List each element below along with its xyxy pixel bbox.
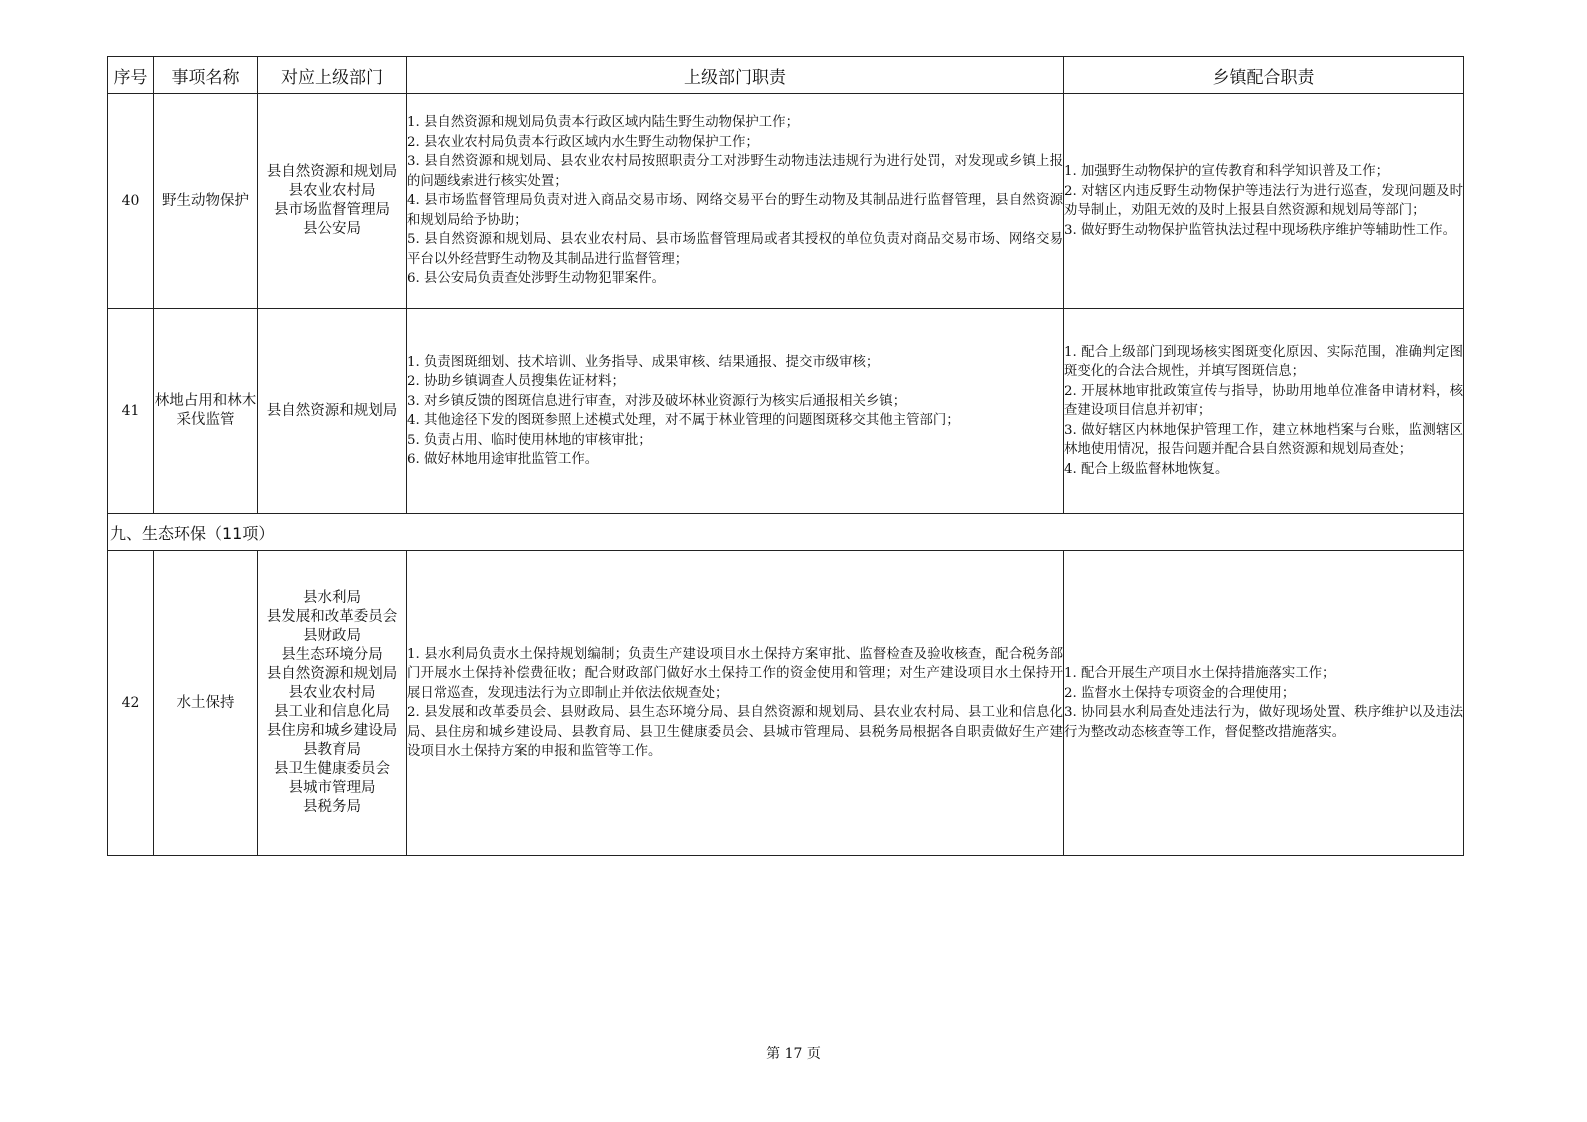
dept-line: 县水利局 — [303, 590, 361, 606]
duty-item: 4. 其他途径下发的图斑参照上述模式处理，对不属于林业管理的问题图斑移交其他主管部门； — [407, 413, 960, 428]
dept-line: 县自然资源和规划局 — [266, 164, 398, 180]
dept-line: 县市场监督管理局 — [274, 202, 390, 218]
duty-item: 3. 协同县水利局查处违法行为，做好现场处置、秩序维护以及违法行为整改动态核查等工作，督促整改措施落实。 — [1064, 705, 1463, 740]
header-no: 序号 — [108, 57, 154, 94]
duty-item: 3. 做好辖区内林地保护管理工作，建立林地档案与台账，监测辖区林地使用情况，报告问题并配合县自然资源和规划局查处； — [1064, 422, 1463, 458]
table-row — [108, 551, 1464, 856]
row-item-name: 水土保持 — [154, 551, 258, 856]
dept-line: 县自然资源和规划局 — [266, 666, 398, 682]
duties-table — [107, 56, 1464, 856]
duty-item: 1. 加强野生动物保护的宣传教育和科学知识普及工作； — [1064, 164, 1390, 179]
row-township-duties — [1064, 309, 1464, 514]
duty-item: 1. 负责图斑细划、技术培训、业务指导、成果审核、结果通报、提交市级审核； — [407, 354, 880, 370]
duty-item: 5. 负责占用、临时使用林地的审核审批； — [407, 432, 652, 448]
row-no: 42 — [108, 551, 154, 856]
row-township-duties — [1064, 94, 1464, 309]
duty-item: 3. 县自然资源和规划局、县农业农村局按照职责分工对涉野生动物违法违规行为进行处罚，对发现或乡镇上报的问题线索进行核实处置； — [407, 154, 1063, 189]
table-row — [108, 94, 1464, 309]
duty-item: 4. 县市场监督管理局负责对进入商品交易市场、网络交易平台的野生动物及其制品进行监督管理，县自然资源和规划局给予协助； — [407, 193, 1063, 228]
row-no: 40 — [108, 94, 154, 309]
duty-item: 1. 县水利局负责水土保持规划编制；负责生产建设项目水土保持方案审批、监督检查及验收核查，配合税务部门开展水土保持补偿费征收；配合财政部门做好水土保持工作的资金使用和管理；对生产建设项目水土保持开展日常巡查，发现违法行为立即制止并依法依规查处； — [407, 646, 1063, 701]
dept-line: 县城市管理局 — [288, 780, 376, 796]
row-item-name: 林地占用和林木采伐监管 — [154, 309, 258, 514]
row-superior-duties — [407, 94, 1064, 309]
header-superior-duties: 上级部门职责 — [407, 57, 1064, 94]
dept-line: 县发展和改革委员会 — [266, 609, 398, 625]
dept-line: 县财政局 — [303, 628, 361, 644]
duty-item: 2. 监督水土保持专项资金的合理使用； — [1064, 685, 1296, 701]
duty-item: 1. 配合开展生产项目水土保持措施落实工作； — [1064, 666, 1336, 681]
duty-item: 1. 县自然资源和规划局负责本行政区域内陆生野生动物保护工作； — [407, 115, 799, 131]
dept-line: 县卫生健康委员会 — [274, 761, 390, 777]
dept-line: 县工业和信息化局 — [274, 704, 390, 720]
row-superior-duties — [407, 309, 1064, 514]
duty-item: 4. 配合上级监督林地恢复。 — [1064, 461, 1229, 477]
row-no: 41 — [108, 309, 154, 514]
dept-line: 县税务局 — [303, 799, 361, 815]
page-number: 第 17 页 — [766, 1046, 821, 1062]
duty-item: 6. 县公安局负责查处涉野生动物犯罪案件。 — [407, 271, 666, 287]
dept-line: 县公安局 — [303, 221, 361, 237]
duty-item: 2. 对辖区内违反野生动物保护等违法行为进行巡查，发现问题及时劝导制止，劝阻无效的及时上报县自然资源和规划局等部门； — [1064, 183, 1463, 218]
duty-item: 3. 对乡镇反馈的图斑信息进行审查，对涉及破坏林业资源行为核实后通报相关乡镇； — [407, 393, 907, 409]
section-row — [108, 514, 1464, 551]
duty-item: 6. 做好林地用途审批监管工作。 — [407, 452, 599, 467]
dept-line: 县住房和城乡建设局 — [266, 723, 398, 739]
row-superior-duties — [407, 551, 1064, 856]
table-row — [108, 309, 1464, 514]
row-depts — [258, 309, 407, 514]
row-item-name: 野生动物保护 — [154, 94, 258, 309]
header-township-duties: 乡镇配合职责 — [1064, 57, 1464, 94]
duty-item: 1. 配合上级部门到现场核实图斑变化原因、实际范围，准确判定图斑变化的合法合规性，并填写图斑信息； — [1064, 344, 1463, 380]
duty-item: 2. 县农业农村局负责本行政区域内水生野生动物保护工作； — [407, 134, 759, 150]
header-dept: 对应上级部门 — [258, 57, 407, 94]
dept-line: 县生态环境分局 — [281, 647, 383, 663]
row-depts — [258, 94, 407, 309]
dept-line: 县农业农村局 — [288, 685, 376, 701]
row-depts — [258, 551, 407, 856]
row-township-duties — [1064, 551, 1464, 856]
dept-line: 县农业农村局 — [288, 183, 376, 199]
duty-item: 3. 做好野生动物保护监管执法过程中现场秩序维护等辅助性工作。 — [1064, 222, 1456, 238]
section-title: 九、生态环保（11项） — [108, 514, 1464, 551]
header-name: 事项名称 — [154, 57, 258, 94]
dept-line: 县教育局 — [303, 742, 361, 758]
duty-item: 2. 县发展和改革委员会、县财政局、县生态环境分局、县自然资源和规划局、县农业农村局、县工业和信息化局、县住房和城乡建设局、县教育局、县卫生健康委员会、县城市管理局、县税务局根据各自职责做好生产建设项目水土保持方案的申报和监管等工作。 — [407, 705, 1063, 759]
duty-item: 2. 开展林地审批政策宣传与指导，协助用地单位准备申请材料，核查建设项目信息并初审； — [1064, 383, 1463, 419]
duty-item: 2. 协助乡镇调查人员搜集佐证材料； — [407, 374, 625, 389]
dept-line: 县自然资源和规划局 — [266, 402, 398, 419]
header-row — [108, 57, 1464, 94]
duty-item: 5. 县自然资源和规划局、县农业农村局、县市场监督管理局或者其授权的单位负责对商品交易市场、网络交易平台以外经营野生动物及其制品进行监督管理； — [407, 232, 1063, 267]
